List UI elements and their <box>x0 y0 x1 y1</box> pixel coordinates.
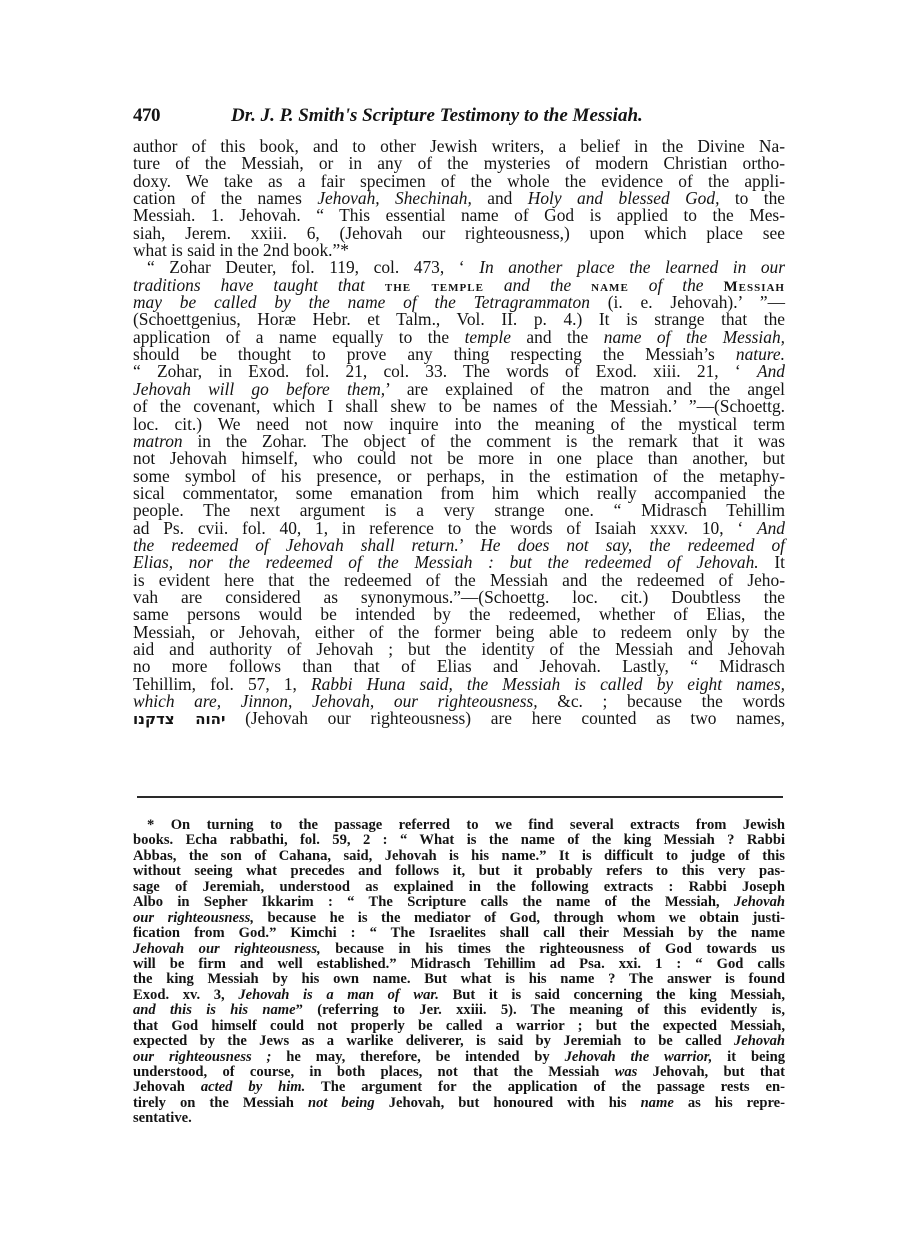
roman-text: doxy. We take as a fair specimen of the whole the evidence of the appli- <box>133 170 785 191</box>
footnote-line <box>133 833 785 848</box>
roman-text: Jehovah <box>133 1079 201 1096</box>
page-number: 470 <box>133 105 160 126</box>
italic-text: not being <box>307 1094 375 1111</box>
roman-text: because in his times the righteousness of God towards us <box>320 940 786 957</box>
footnote-line <box>133 957 785 972</box>
italic-text: Jehovah the warrior, <box>564 1048 713 1065</box>
roman-text: without seeing what precedes and follows it, but it probably refers to this very pas- <box>133 863 785 880</box>
roman-text: Jehovah, but honoured with his <box>374 1094 641 1111</box>
italic-text: Elias, nor the redeemed of the Messiah : but the redeemed of Jehovah. <box>133 552 759 573</box>
footnote-line <box>133 818 785 833</box>
roman-text: and the <box>510 326 604 347</box>
footnote-line <box>133 1034 785 1049</box>
roman-text: sical commentator, some emanation from him which really accompanied the <box>133 482 785 503</box>
roman-text: the king Messiah by his own name. But what is his name ? The answer is found <box>133 971 785 988</box>
footnote-line <box>133 911 785 926</box>
roman-text: that God himself could not properly be called a warrior ; but the expected Messiah, <box>133 1017 785 1034</box>
roman-text: It <box>758 552 785 573</box>
footnote-line <box>133 880 785 895</box>
italic-text: traditions have taught that <box>133 274 385 295</box>
italic-text: Jehovah our righteousness, <box>133 940 321 957</box>
italic-text: nature. <box>735 344 785 365</box>
italic-text: may be called by the name of the Tetragrammaton <box>133 292 590 313</box>
roman-text: Albo in Sepher Ikkarim : “ The Scripture calls the name of the Messiah, <box>133 894 734 911</box>
italic-text: which are, Jinnon, Jehovah, our righteousness, <box>133 691 538 711</box>
italic-text: temple <box>464 326 511 347</box>
footnote-line <box>133 1080 785 1095</box>
roman-text: (i. e. Jehovah).’ ”— <box>589 292 785 313</box>
italic-text: name <box>640 1094 674 1111</box>
roman-text: to the <box>719 188 786 209</box>
italic-text: our righteousness, <box>133 909 254 926</box>
roman-text: siah, Jerem. xxiii. 6, (Jehovah our righteousness,) upon which place see <box>133 222 785 243</box>
roman-text: (Jehovah our righteousness) are here counted as two names, <box>225 708 785 729</box>
roman-text: of the covenant, which I shall shew to be names of the Messiah.’ ”—(Schoettg. <box>133 396 785 417</box>
footnote-line <box>133 849 785 864</box>
italic-text: Rabbi Huna said, the Messiah is called by eight names, <box>311 673 785 694</box>
roman-text: Abbas, the son of Cahana, said, Jehovah is his name.” It is difficult to judge of this <box>133 847 785 864</box>
running-head <box>133 104 785 128</box>
italic-text: Jehovah, Shechinah, <box>317 188 472 209</box>
roman-text: sage of Jeremiah, understood as explained in the following extracts : Rabbi Joseph <box>133 878 785 895</box>
italic-text: Jehovah <box>733 894 785 911</box>
italic-text: Jehovah <box>733 1033 785 1050</box>
footnote-line <box>133 1065 785 1080</box>
roman-text: understood, of course, in both places, not that the Messiah <box>133 1064 615 1080</box>
roman-text: Exod. xv. 3, <box>133 986 239 1003</box>
italic-text: and this is his name <box>133 1002 296 1019</box>
italic-text: our righteousness ; <box>133 1048 272 1065</box>
roman-text: application of a name equally to the <box>133 326 465 347</box>
italic-text: Holy and blessed God, <box>527 188 720 209</box>
hebrew-text: יהוה צדקנו <box>133 710 226 729</box>
roman-text: some symbol of his presence, or perhaps, in the estimation of the metaphy- <box>133 465 785 486</box>
roman-text: fication from God.” Kimchi : “ The Israelites shall call their Messiah by the name <box>133 925 785 942</box>
roman-text: not Jehovah himself, who could not be more in one place than another, but <box>133 448 785 469</box>
roman-text: because he is the mediator of God, through whom we obtain justi- <box>253 909 785 926</box>
footnote-line <box>133 1050 785 1065</box>
footnote <box>133 818 785 1127</box>
roman-text: ture of the Messiah, or in any of the mysteries of modern Christian ortho- <box>133 153 785 174</box>
roman-text: Jehovah, but that <box>637 1064 786 1080</box>
roman-text: * On turning to the passage referred to we find several extracts from Jewish <box>147 817 785 833</box>
roman-text: author of this book, and to other Jewish writers, a belief in the Divine Na- <box>133 136 785 156</box>
roman-text: But it is said concerning the king Messiah, <box>438 986 786 1003</box>
roman-text: no more follows than that of Elias and Jehovah. Lastly, “ Midrasch <box>133 656 785 677</box>
roman-text: ad Ps. cvii. fol. 40, 1, in reference to the words of Isaiah xxxv. 10, ‘ <box>133 517 757 538</box>
roman-text: should be thought to prove any thing respecting the Messiah’s <box>133 344 736 365</box>
footnote-line <box>133 1019 785 1034</box>
footnote-line <box>133 864 785 879</box>
footnote-line <box>133 1096 785 1111</box>
roman-text: cation of the names <box>133 188 318 209</box>
roman-text: sentative. <box>133 1110 192 1127</box>
roman-text: ’ are explained of the matron and the angel <box>385 378 785 399</box>
roman-text: The argument for the application of the passage rests en- <box>305 1079 785 1096</box>
italic-text: matron <box>133 430 183 451</box>
footnote-line <box>133 1003 785 1018</box>
roman-text: he may, therefore, be intended by <box>271 1048 565 1065</box>
italic-text: name of the Messiah, <box>603 326 786 347</box>
italic-text: And <box>756 517 785 538</box>
roman-text: and <box>471 188 528 209</box>
footnote-line <box>133 942 785 957</box>
italic-text: was <box>614 1064 638 1080</box>
roman-text: Tehillim, fol. 57, 1, <box>133 673 311 694</box>
italic-text: Jehovah will go before them, <box>133 378 386 399</box>
footnote-line <box>133 988 785 1003</box>
italic-text: acted by him. <box>200 1079 306 1096</box>
footnote-line <box>133 972 785 987</box>
footnote-line <box>133 926 785 941</box>
roman-text: “ Zohar Deuter, fol. 119, col. 473, ‘ <box>147 257 480 278</box>
roman-text: (Schoettgenius, Horæ Hebr. et Talm., Vol. II. p. 4.) It is strange that the <box>133 309 785 330</box>
roman-text: is evident here that the redeemed of the Messiah and the redeemed of Jeho- <box>133 569 785 590</box>
footnote-rule <box>137 796 783 798</box>
roman-text: ” (referring to Jer. xxiii. 5). The meaning of this evidently is, <box>295 1002 785 1019</box>
text-line <box>133 710 785 727</box>
roman-text: tirely on the Messiah <box>133 1094 308 1111</box>
italic-text: In another place the learned in our <box>479 257 786 278</box>
running-title: Dr. J. P. Smith's Scripture Testimony to the Messiah. <box>231 105 643 126</box>
roman-text: will be firm and well established.” Midrasch Tehillim ad Psa. xxi. 1 : “ God calls <box>133 955 785 972</box>
roman-text: what is said in the 2nd book.”* <box>133 240 349 261</box>
italic-text: He does not say, the redeemed of <box>480 534 785 555</box>
roman-text: “ Zohar, in Exod. fol. 21, col. 33. The words of Exod. xiii. 21, ‘ <box>133 361 757 382</box>
roman-text: as his repre- <box>673 1094 786 1111</box>
small-caps-text: Messiah <box>723 278 785 295</box>
roman-text: Messiah. 1. Jehovah. “ This essential name of God is applied to the Mes- <box>133 205 785 226</box>
roman-text: &c. ; because the words <box>537 691 785 711</box>
roman-text: loc. cit.) We need not now inquire into the meaning of the mystical term <box>133 413 785 434</box>
small-caps-text: the temple <box>384 278 484 295</box>
italic-text: of the <box>628 274 724 295</box>
main-text <box>133 138 785 728</box>
footnote-line <box>133 1111 785 1126</box>
roman-text: expected by the Jews as a warlike deliverer, is said by Jeremiah to be called <box>133 1033 734 1050</box>
roman-text: books. Echa rabbathi, fol. 59, 2 : “ What is the name of the king Messiah ? Rabbi <box>133 832 785 849</box>
roman-text: ’ <box>458 534 481 555</box>
roman-text: Messiah, or Jehovah, either of the former being able to redeem only by the <box>133 621 785 642</box>
italic-text: And <box>756 361 785 382</box>
footnote-line <box>133 895 785 910</box>
italic-text: and the <box>483 274 592 295</box>
roman-text: in the Zohar. The object of the comment is the remark that it was <box>182 430 785 451</box>
small-caps-text: name <box>591 278 629 295</box>
roman-text: aid and authority of Jehovah ; but the identity of the Messiah and Jehovah <box>133 638 785 659</box>
roman-text: people. The next argument is a very strange one. “ Midrasch Tehillim <box>133 500 785 521</box>
roman-text: same persons would be intended by the redeemed, whether of Elias, the <box>133 604 785 625</box>
italic-text: Jehovah is a man of war. <box>238 986 439 1003</box>
roman-text: vah are considered as synonymous.”—(Schoettg. loc. cit.) Doubtless the <box>133 586 785 607</box>
italic-text: the redeemed of Jehovah shall return. <box>133 534 459 555</box>
roman-text: it being <box>712 1048 786 1065</box>
